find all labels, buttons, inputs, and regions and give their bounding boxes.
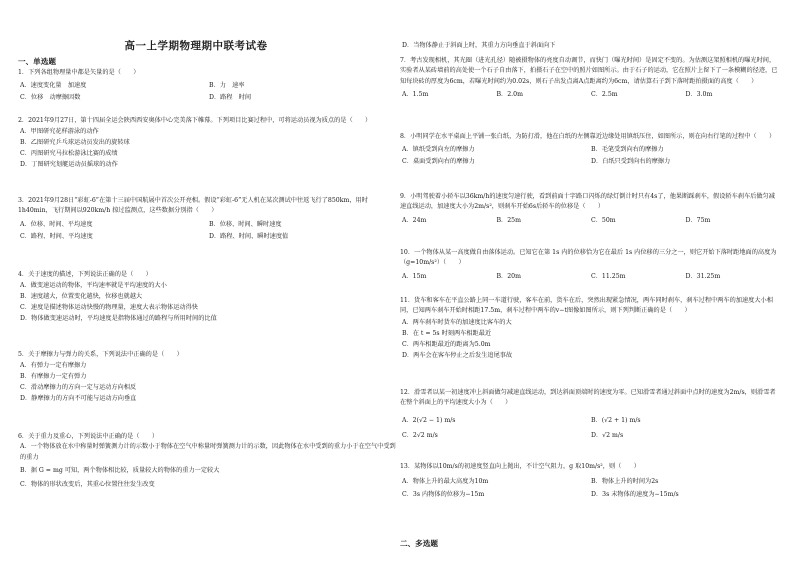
question-12 xyxy=(400,388,780,443)
question-10 xyxy=(400,248,780,283)
option-c[interactable]: C．50m xyxy=(591,216,616,224)
option-b[interactable]: B．有摩擦力一定有弹力 xyxy=(20,373,87,381)
question-stem: 7．考古发现相机，其光圈（进光孔径）随被摄物体的亮度自动调节，而快门（曝光时间）是固定不变的。为估测这架照相机的曝光时间，实验者从某砖墙前的高处使一个石子自由落下，拍摄石子在空中的照片如图所示。由于石子的运动，它在照片上留下了一条模糊的径迹，已知每块砖的厚度为6cm，若曝光时间约为0.02s，则石子出发点离A点距离约为6cm，请估算石子到下落时距拍摄面的高度（ ） xyxy=(400,57,778,85)
question-1 xyxy=(18,68,398,104)
section-multiple-choice: 二、多选题 xyxy=(400,539,438,548)
option-a[interactable]: A．1.5m xyxy=(402,91,429,99)
option-a[interactable]: A．一个物体放在水中称量时弹簧测力计的示数小于物体在空气中称量时弹簧测力计的示数，因此物体在水中受到的重力小于在空气中受到的重力 xyxy=(20,443,396,461)
option-d[interactable]: D．物体做变速运动时，平均速度是指物体通过的路程与所用时间的比值 xyxy=(20,315,217,323)
option-c[interactable]: C．滑动摩擦力的方向一定与运动方向相反 xyxy=(20,384,137,392)
question-3 xyxy=(18,196,398,243)
option-b[interactable]: B．物体上升的时间为2s xyxy=(591,478,659,486)
question-stem: 11．货车和客车在平直公路上同一车道行驶，客车在前，货车在后，突然出现紧急情况，两车同时刹车，刹车过程中两车的加速度大小相同，已知两车刹车开始时相距17.5m，刹车过程中两车的v−t图像如图所示，则下列判断正确的是（ ） xyxy=(400,297,773,315)
option-a[interactable]: A．甲图研究花样游泳的动作 xyxy=(20,128,99,136)
option-a[interactable]: A．速度变化量 加速度 xyxy=(20,82,87,90)
option-c[interactable]: C．桌面受到向右的摩擦力 xyxy=(402,158,475,166)
option-c[interactable]: C．2.5m xyxy=(591,91,618,99)
option-a[interactable]: A．有弹力一定有摩擦力 xyxy=(20,362,87,370)
option-c[interactable]: C．路程、时间、平均速度 xyxy=(20,232,93,240)
option-b[interactable]: B．据 G = mg 可知，两个物体相比较，质量较大的物体的重力一定较大 xyxy=(20,467,220,475)
option-c[interactable]: C．丙图研究马拉松游泳比赛的成绩 xyxy=(20,150,118,158)
option-d[interactable]: D．3s 末物体的速度为−15m/s xyxy=(591,491,679,499)
question-2 xyxy=(18,116,398,170)
option-a[interactable]: A．2(√2 − 1) m/s xyxy=(402,416,456,424)
option-b[interactable]: B．(√2 + 1) m/s xyxy=(591,416,641,424)
option-d[interactable]: D．3.0m xyxy=(685,91,713,99)
question-stem: 12．滑雪者以某一初速度冲上斜面做匀减速直线运动，到达斜面顶端时的速度为零。已知滑雪者通过斜面中点时的速度为2m/s，则滑雪者在整个斜面上的平均速度大小为（ ） xyxy=(400,389,776,407)
question-stem: 3．2021年9月28日“彩虹-6”在第十三届中国航展中首次公开亮相。假设“彩虹-6”无人机在某次测试中往返飞行了850km，用时1h40min，飞行期间以920km/h 掠过监测点，这些数据分别指（ ） xyxy=(18,197,368,215)
question-stem: 8．小明同学在水平桌面上平铺一张白纸，为防打滑，他在白纸的左侧靠近边缘处用镇纸压住，如图所示，则在向右行笔的过程中（ ） xyxy=(400,133,776,140)
option-a[interactable]: A．15m xyxy=(402,272,427,280)
option-b[interactable]: B．在 t = 5s 时刻两车相距最近 xyxy=(402,329,492,337)
question-9 xyxy=(400,192,780,227)
option-b[interactable]: B．20m xyxy=(496,272,521,280)
option-d[interactable]: D．路程 时间 xyxy=(209,94,252,102)
question-stem: 2．2021年9月27日，第十四届全运会陕西西安奥体中心完美落下帷幕。下列项目比赛过程中，可将运动员视为质点的是（ ） xyxy=(18,117,372,124)
section-single-choice: 一、单选题 xyxy=(18,57,56,66)
option-c[interactable]: C．3s 内物体的位移为−15m xyxy=(402,491,485,499)
option-c[interactable]: C．2√2 m/s xyxy=(402,431,438,439)
option-b[interactable]: B．力 速率 xyxy=(209,82,245,90)
option-d[interactable]: D．白纸只受到向右的摩擦力 xyxy=(591,158,671,166)
option-a[interactable]: A．物体上升的最大高度为10m xyxy=(402,478,489,486)
option-c[interactable]: C．物体的形状改变后，其重心位置往往发生改变 xyxy=(20,481,155,489)
option-d[interactable]: D．当物体静止于斜面上时，其重力方向垂直于斜面向下 xyxy=(402,42,556,49)
question-6 xyxy=(18,432,398,490)
option-b[interactable]: B．位移、时间、瞬时速度 xyxy=(209,220,282,228)
question-stem: 5．关于摩擦力与弹力的关系，下列说法中正确的是（ ） xyxy=(18,351,183,358)
option-b[interactable]: B．毛笔受到向右的摩擦力 xyxy=(591,146,664,154)
question-7 xyxy=(400,56,780,101)
question-5 xyxy=(18,350,398,404)
option-c[interactable]: C．11.25m xyxy=(591,272,626,280)
option-d[interactable]: D．75m xyxy=(685,216,711,224)
question-stem: 4．关于速度的描述，下列说法正确的是（ ） xyxy=(18,271,152,278)
question-stem: 6．关于重力及重心，下列说法中正确的是（ ） xyxy=(18,433,159,440)
question-stem: 13．某物体以10m/s的初速度竖直向上抛出，不计空气阻力，g 取10m/s²，则（ ） xyxy=(400,463,640,470)
option-a[interactable]: A．24m xyxy=(402,216,427,224)
option-c[interactable]: C．速度是描述物体运动快慢的物理量，速度大表示物体运动得快 xyxy=(20,304,198,312)
option-c[interactable]: C．位移 动摩擦因数 xyxy=(20,94,81,102)
option-d[interactable]: D．31.25m xyxy=(685,272,721,280)
option-b[interactable]: B．2.0m xyxy=(496,91,523,99)
option-d[interactable]: D．√2 m/s xyxy=(591,431,624,439)
option-d[interactable]: D．两车会在客车停止之后发生追尾事故 xyxy=(402,351,513,359)
option-d[interactable]: D．丁图研究划艇运动员摇球的动作 xyxy=(20,161,118,169)
option-b[interactable]: B．25m xyxy=(496,216,521,224)
question-4 xyxy=(18,270,398,324)
option-b[interactable]: B．速度越大，位置变化越快，位移也就越大 xyxy=(20,293,143,301)
page-title: 高一上学期物理期中联考试卷 xyxy=(124,40,268,52)
question-11 xyxy=(400,296,780,361)
option-b[interactable]: B．乙图研究乒乓球运动员发出的旋转球 xyxy=(20,139,130,147)
option-a[interactable]: A．做变速运动的物体，平均速率就是平均速度的大小 xyxy=(20,282,167,290)
question-stem: 10．一个物体从某一高度做自由落体运动。已知它在第 1s 内的位移恰为它在最后 1s 内位移的三分之一，则它开始下落时距地面的高度为（g=10m/s²）（ ） xyxy=(400,249,777,267)
question-8 xyxy=(400,132,780,168)
option-a[interactable]: A．镇纸受到向左的摩擦力 xyxy=(402,146,475,154)
question-13 xyxy=(400,462,780,501)
question-6-continued xyxy=(400,40,780,51)
question-stem: 1．下列各组物理量中都是矢量的是（ ） xyxy=(18,69,140,76)
option-d[interactable]: D．静摩擦力的方向不可能与运动方向垂直 xyxy=(20,395,137,403)
option-c[interactable]: C．两车相距最近的距离为5.0m xyxy=(402,340,491,348)
option-a[interactable]: A．位移、时间、平均速度 xyxy=(20,220,93,228)
option-a[interactable]: A．两车刹车时货车的加速度比客车的大 xyxy=(402,318,512,326)
option-d[interactable]: D．路程、时间、瞬时速度值 xyxy=(209,232,289,240)
question-stem: 9．小明驾驶着小轿车以36km/h的速度匀速行驶，看到前面十字路口闪烁的绿灯倒计时只有4s了，他果断踩刹车，假设轿车刹车后做匀减速直线运动，加速度大小为2m/s²，则刹车开始6s后轿车的位移是（ ） xyxy=(400,193,775,211)
